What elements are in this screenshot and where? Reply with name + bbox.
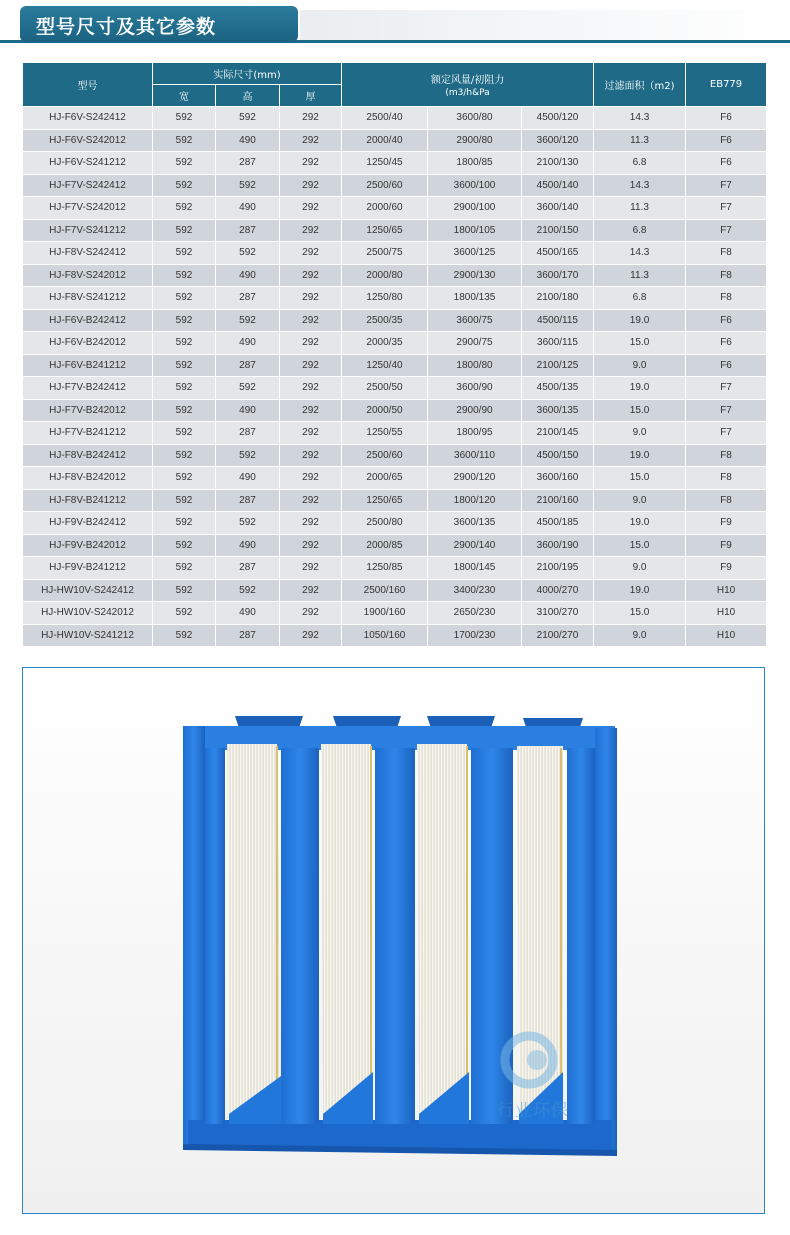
cell-height: 287 — [216, 354, 280, 377]
cell-airflow-1: 2000/65 — [342, 467, 428, 490]
cell-height: 490 — [216, 264, 280, 287]
cell-model: HJ-F8V-S242412 — [23, 242, 153, 265]
cell-grade: F8 — [686, 264, 767, 287]
airflow-label: 额定风量/初阻力 — [430, 75, 505, 86]
cell-airflow-3: 3100/270 — [522, 602, 594, 625]
cell-thickness: 292 — [280, 444, 342, 467]
cell-grade: F8 — [686, 287, 767, 310]
cell-height: 592 — [216, 377, 280, 400]
table-row — [23, 489, 767, 512]
cell-airflow-2: 2650/230 — [428, 602, 522, 625]
v-bank-filter-image — [23, 668, 764, 1213]
table-row — [23, 219, 767, 242]
cell-thickness: 292 — [280, 579, 342, 602]
cell-airflow-1: 1250/45 — [342, 152, 428, 175]
cell-airflow-1: 2500/50 — [342, 377, 428, 400]
table-row — [23, 174, 767, 197]
cell-airflow-2: 3600/125 — [428, 242, 522, 265]
table-row — [23, 332, 767, 355]
cell-filter-area: 11.3 — [594, 197, 686, 220]
cell-model: HJ-F6V-S241212 — [23, 152, 153, 175]
table-row — [23, 264, 767, 287]
cell-airflow-3: 4500/135 — [522, 377, 594, 400]
cell-height: 490 — [216, 602, 280, 625]
cell-airflow-1: 2500/60 — [342, 174, 428, 197]
cell-airflow-3: 3600/160 — [522, 467, 594, 490]
cell-model: HJ-F7V-B241212 — [23, 422, 153, 445]
cell-width: 592 — [153, 467, 216, 490]
cell-thickness: 292 — [280, 152, 342, 175]
cell-height: 287 — [216, 422, 280, 445]
cell-height: 490 — [216, 467, 280, 490]
cell-filter-area: 6.8 — [594, 287, 686, 310]
header-fade — [300, 10, 790, 40]
cell-thickness: 292 — [280, 399, 342, 422]
cell-airflow-1: 2500/80 — [342, 512, 428, 535]
cell-filter-area: 19.0 — [594, 444, 686, 467]
cell-filter-area: 14.3 — [594, 242, 686, 265]
cell-grade: F6 — [686, 152, 767, 175]
col-header-filter-area: 过滤面积（m2) — [594, 63, 686, 107]
cell-filter-area: 9.0 — [594, 489, 686, 512]
cell-model: HJ-F7V-S242012 — [23, 197, 153, 220]
table-row — [23, 422, 767, 445]
cell-filter-area: 9.0 — [594, 557, 686, 580]
cell-filter-area: 6.8 — [594, 152, 686, 175]
cell-height: 490 — [216, 197, 280, 220]
cell-model: HJ-F8V-B242412 — [23, 444, 153, 467]
cell-width: 592 — [153, 197, 216, 220]
table-row — [23, 129, 767, 152]
cell-airflow-1: 2000/80 — [342, 264, 428, 287]
cell-grade: F6 — [686, 129, 767, 152]
cell-airflow-2: 1800/145 — [428, 557, 522, 580]
cell-airflow-3: 2100/180 — [522, 287, 594, 310]
cell-airflow-3: 3600/140 — [522, 197, 594, 220]
watermark-text: 行业环保 — [497, 1101, 569, 1121]
cell-airflow-1: 2000/85 — [342, 534, 428, 557]
cell-width: 592 — [153, 332, 216, 355]
cell-airflow-1: 2000/60 — [342, 197, 428, 220]
cell-model: HJ-F7V-S241212 — [23, 219, 153, 242]
cell-height: 287 — [216, 557, 280, 580]
cell-thickness: 292 — [280, 107, 342, 130]
section-header — [0, 0, 790, 48]
cell-airflow-3: 4500/185 — [522, 512, 594, 535]
cell-airflow-3: 4500/140 — [522, 174, 594, 197]
cell-thickness: 292 — [280, 332, 342, 355]
cell-width: 592 — [153, 579, 216, 602]
cell-airflow-3: 2100/125 — [522, 354, 594, 377]
cell-filter-area: 14.3 — [594, 174, 686, 197]
spec-table — [22, 62, 767, 647]
cell-model: HJ-F6V-B242012 — [23, 332, 153, 355]
product-photo-frame — [22, 667, 765, 1214]
cell-grade: H10 — [686, 602, 767, 625]
cell-height: 287 — [216, 489, 280, 512]
cell-height: 592 — [216, 174, 280, 197]
col-header-airflow — [342, 63, 594, 107]
cell-airflow-2: 2900/120 — [428, 467, 522, 490]
cell-model: HJ-F6V-S242012 — [23, 129, 153, 152]
table-row — [23, 287, 767, 310]
cell-height: 592 — [216, 309, 280, 332]
cell-filter-area: 9.0 — [594, 422, 686, 445]
table-row — [23, 309, 767, 332]
cell-grade: F7 — [686, 399, 767, 422]
cell-height: 287 — [216, 287, 280, 310]
cell-height: 490 — [216, 534, 280, 557]
cell-thickness: 292 — [280, 354, 342, 377]
cell-filter-area: 9.0 — [594, 624, 686, 647]
cell-grade: F7 — [686, 174, 767, 197]
cell-airflow-2: 3600/110 — [428, 444, 522, 467]
cell-airflow-3: 3600/115 — [522, 332, 594, 355]
cell-airflow-1: 2000/40 — [342, 129, 428, 152]
cell-airflow-3: 3600/190 — [522, 534, 594, 557]
cell-model: HJ-HW10V-S242412 — [23, 579, 153, 602]
cell-grade: F9 — [686, 557, 767, 580]
cell-model: HJ-HW10V-S242012 — [23, 602, 153, 625]
table-row — [23, 534, 767, 557]
cell-width: 592 — [153, 264, 216, 287]
cell-width: 592 — [153, 377, 216, 400]
cell-airflow-3: 2100/145 — [522, 422, 594, 445]
cell-airflow-2: 3600/135 — [428, 512, 522, 535]
cell-height: 592 — [216, 512, 280, 535]
cell-airflow-2: 1800/105 — [428, 219, 522, 242]
cell-airflow-1: 1250/55 — [342, 422, 428, 445]
table-row — [23, 399, 767, 422]
table-row — [23, 354, 767, 377]
col-header-width: 宽 — [153, 85, 216, 107]
cell-grade: F8 — [686, 242, 767, 265]
cell-airflow-2: 3600/90 — [428, 377, 522, 400]
cell-airflow-2: 1800/85 — [428, 152, 522, 175]
cell-width: 592 — [153, 219, 216, 242]
cell-thickness: 292 — [280, 602, 342, 625]
cell-thickness: 292 — [280, 174, 342, 197]
cell-airflow-2: 3600/80 — [428, 107, 522, 130]
cell-thickness: 292 — [280, 309, 342, 332]
cell-height: 490 — [216, 332, 280, 355]
spec-table-body — [23, 107, 767, 647]
cell-airflow-2: 1800/135 — [428, 287, 522, 310]
table-row — [23, 557, 767, 580]
cell-airflow-2: 1800/80 — [428, 354, 522, 377]
cell-model: HJ-F7V-B242412 — [23, 377, 153, 400]
cell-airflow-1: 1250/65 — [342, 219, 428, 242]
cell-width: 592 — [153, 309, 216, 332]
cell-thickness: 292 — [280, 129, 342, 152]
cell-height: 490 — [216, 129, 280, 152]
col-header-grade: EB779 — [686, 63, 767, 107]
cell-width: 592 — [153, 422, 216, 445]
cell-model: HJ-F8V-B241212 — [23, 489, 153, 512]
col-header-thickness: 厚 — [280, 85, 342, 107]
cell-model: HJ-F9V-B242012 — [23, 534, 153, 557]
cell-airflow-2: 2900/80 — [428, 129, 522, 152]
cell-model: HJ-F6V-B242412 — [23, 309, 153, 332]
cell-airflow-1: 1250/80 — [342, 287, 428, 310]
table-row — [23, 242, 767, 265]
cell-airflow-1: 2500/160 — [342, 579, 428, 602]
cell-height: 287 — [216, 624, 280, 647]
cell-grade: F6 — [686, 107, 767, 130]
cell-filter-area: 15.0 — [594, 534, 686, 557]
cell-thickness: 292 — [280, 242, 342, 265]
cell-model: HJ-F9V-B242412 — [23, 512, 153, 535]
section-title: 型号尺寸及其它参数 — [36, 16, 217, 38]
cell-grade: F9 — [686, 512, 767, 535]
cell-grade: F6 — [686, 332, 767, 355]
cell-model: HJ-F8V-B242012 — [23, 467, 153, 490]
cell-grade: F6 — [686, 354, 767, 377]
cell-filter-area: 15.0 — [594, 399, 686, 422]
cell-airflow-1: 2500/40 — [342, 107, 428, 130]
table-row — [23, 624, 767, 647]
table-row — [23, 579, 767, 602]
cell-thickness: 292 — [280, 422, 342, 445]
cell-filter-area: 15.0 — [594, 332, 686, 355]
cell-model: HJ-F6V-B241212 — [23, 354, 153, 377]
cell-width: 592 — [153, 557, 216, 580]
cell-airflow-3: 2100/130 — [522, 152, 594, 175]
table-row — [23, 197, 767, 220]
cell-filter-area: 15.0 — [594, 602, 686, 625]
cell-airflow-3: 2100/150 — [522, 219, 594, 242]
cell-airflow-2: 2900/140 — [428, 534, 522, 557]
cell-grade: F6 — [686, 309, 767, 332]
table-row — [23, 512, 767, 535]
cell-filter-area: 19.0 — [594, 579, 686, 602]
table-row — [23, 377, 767, 400]
cell-airflow-1: 1900/160 — [342, 602, 428, 625]
cell-width: 592 — [153, 152, 216, 175]
cell-airflow-1: 1050/160 — [342, 624, 428, 647]
cell-filter-area: 11.3 — [594, 264, 686, 287]
cell-model: HJ-F8V-S242012 — [23, 264, 153, 287]
cell-height: 592 — [216, 242, 280, 265]
cell-width: 592 — [153, 602, 216, 625]
cell-airflow-1: 2000/35 — [342, 332, 428, 355]
cell-width: 592 — [153, 399, 216, 422]
cell-width: 592 — [153, 129, 216, 152]
cell-grade: F7 — [686, 377, 767, 400]
table-row — [23, 602, 767, 625]
cell-model: HJ-F7V-B242012 — [23, 399, 153, 422]
cell-thickness: 292 — [280, 489, 342, 512]
table-row — [23, 467, 767, 490]
cell-width: 592 — [153, 107, 216, 130]
cell-filter-area: 19.0 — [594, 309, 686, 332]
cell-thickness: 292 — [280, 377, 342, 400]
cell-height: 287 — [216, 152, 280, 175]
cell-grade: H10 — [686, 624, 767, 647]
cell-model: HJ-F7V-S242412 — [23, 174, 153, 197]
cell-airflow-2: 2900/130 — [428, 264, 522, 287]
cell-height: 592 — [216, 579, 280, 602]
cell-grade: F8 — [686, 467, 767, 490]
cell-thickness: 292 — [280, 534, 342, 557]
cell-airflow-1: 2500/75 — [342, 242, 428, 265]
cell-airflow-1: 1250/65 — [342, 489, 428, 512]
cell-airflow-1: 1250/85 — [342, 557, 428, 580]
cell-airflow-2: 1700/230 — [428, 624, 522, 647]
cell-width: 592 — [153, 489, 216, 512]
cell-height: 592 — [216, 107, 280, 130]
cell-airflow-2: 1800/95 — [428, 422, 522, 445]
cell-airflow-2: 3600/75 — [428, 309, 522, 332]
cell-width: 592 — [153, 444, 216, 467]
cell-airflow-3: 2100/160 — [522, 489, 594, 512]
cell-height: 490 — [216, 399, 280, 422]
cell-grade: F9 — [686, 534, 767, 557]
cell-airflow-3: 2100/270 — [522, 624, 594, 647]
cell-filter-area: 19.0 — [594, 377, 686, 400]
cell-thickness: 292 — [280, 287, 342, 310]
cell-model: HJ-F9V-B241212 — [23, 557, 153, 580]
cell-airflow-3: 4500/120 — [522, 107, 594, 130]
cell-filter-area: 15.0 — [594, 467, 686, 490]
cell-airflow-2: 2900/100 — [428, 197, 522, 220]
col-header-size: 实际尺寸(mm) — [153, 63, 342, 85]
cell-airflow-1: 1250/40 — [342, 354, 428, 377]
cell-height: 592 — [216, 444, 280, 467]
col-header-model: 型号 — [23, 63, 153, 107]
cell-filter-area: 11.3 — [594, 129, 686, 152]
cell-thickness: 292 — [280, 197, 342, 220]
cell-airflow-3: 4500/165 — [522, 242, 594, 265]
cell-model: HJ-HW10V-S241212 — [23, 624, 153, 647]
cell-filter-area: 9.0 — [594, 354, 686, 377]
cell-thickness: 292 — [280, 219, 342, 242]
cell-model: HJ-F6V-S242412 — [23, 107, 153, 130]
cell-airflow-3: 4000/270 — [522, 579, 594, 602]
cell-thickness: 292 — [280, 467, 342, 490]
cell-filter-area: 19.0 — [594, 512, 686, 535]
cell-airflow-1: 2500/60 — [342, 444, 428, 467]
cell-airflow-2: 2900/75 — [428, 332, 522, 355]
cell-airflow-1: 2500/35 — [342, 309, 428, 332]
cell-filter-area: 14.3 — [594, 107, 686, 130]
cell-grade: F7 — [686, 197, 767, 220]
cell-width: 592 — [153, 287, 216, 310]
cell-height: 287 — [216, 219, 280, 242]
cell-width: 592 — [153, 534, 216, 557]
table-row — [23, 444, 767, 467]
table-row — [23, 107, 767, 130]
airflow-unit: (m3/h&Pa — [445, 88, 490, 98]
cell-filter-area: 6.8 — [594, 219, 686, 242]
col-header-height: 高 — [216, 85, 280, 107]
cell-width: 592 — [153, 174, 216, 197]
cell-grade: F8 — [686, 489, 767, 512]
cell-width: 592 — [153, 512, 216, 535]
cell-airflow-2: 1800/120 — [428, 489, 522, 512]
cell-airflow-3: 2100/195 — [522, 557, 594, 580]
section-title-tab — [20, 6, 298, 42]
cell-airflow-3: 4500/150 — [522, 444, 594, 467]
cell-airflow-2: 2900/90 — [428, 399, 522, 422]
cell-airflow-1: 2000/50 — [342, 399, 428, 422]
cell-width: 592 — [153, 624, 216, 647]
cell-width: 592 — [153, 354, 216, 377]
cell-airflow-3: 3600/135 — [522, 399, 594, 422]
cell-grade: F8 — [686, 444, 767, 467]
cell-thickness: 292 — [280, 624, 342, 647]
cell-model: HJ-F8V-S241212 — [23, 287, 153, 310]
cell-airflow-3: 3600/170 — [522, 264, 594, 287]
cell-thickness: 292 — [280, 264, 342, 287]
table-row — [23, 152, 767, 175]
cell-thickness: 292 — [280, 512, 342, 535]
cell-airflow-2: 3600/100 — [428, 174, 522, 197]
cell-airflow-2: 3400/230 — [428, 579, 522, 602]
cell-thickness: 292 — [280, 557, 342, 580]
cell-grade: H10 — [686, 579, 767, 602]
cell-grade: F7 — [686, 219, 767, 242]
cell-airflow-3: 4500/115 — [522, 309, 594, 332]
cell-airflow-3: 3600/120 — [522, 129, 594, 152]
cell-grade: F7 — [686, 422, 767, 445]
cell-width: 592 — [153, 242, 216, 265]
